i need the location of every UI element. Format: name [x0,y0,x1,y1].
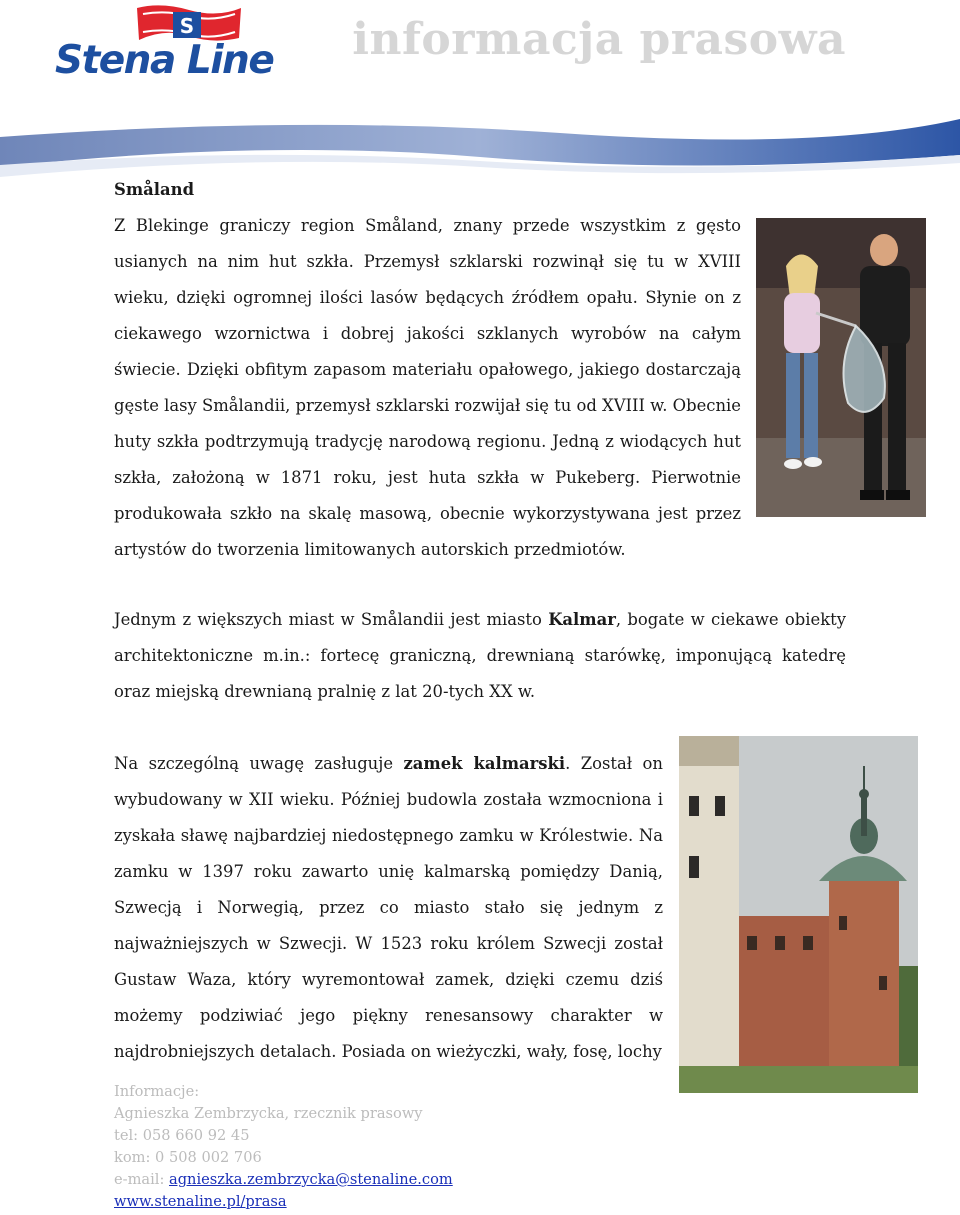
website-link[interactable]: www.stenaline.pl/prasa [114,1193,287,1210]
header-swoosh-band [0,105,960,180]
footer-website-row [114,1191,453,1213]
paragraph-smaland [114,208,741,568]
text-segment: , bogate w ciekawe obiekty architektoniczne m.in.: fortecę graniczną, drewnianą starówkę, imponującą katedrę oraz miejską drewnianą pralnię z lat 20-tych XX w. [114,610,846,701]
footer-mobile: kom: 0 508 002 706 [114,1149,262,1166]
footer-phone: tel: 058 660 92 45 [114,1127,250,1144]
paragraph-text: Z Blekinge graniczy region Småland, znany przede wszystkim z gęsto usianych na nim hut szkła. Przemysł szklarski rozwinął się tu w XVIII wieku, dzięki ogromnej ilości lasów będących źródłem opału. Słynie on z ciekawego wzornictwa i dobrej jakości szklanych wyrobów na całym świecie. Dzięki obfitym zapasom materiału opałowego, jakiego dostarczają gęste lasy Smålandii, przemysł szklarski rozwijał się tu od XVIII w. Obecnie huty szkła podtrzymują tradycję narodową regionu. Jedną z wiodących hut szkła, założoną w 1871 roku, jest huta szkła w Pukeberg. Pierwotnie produkowała szkło na skalę masową, obecnie wykorzystywana jest przez artystów do tworzenia limitowanych autorskich przedmiotów. [114,216,741,559]
paragraph-castle [114,746,663,1070]
header-title: informacja prasowa [352,14,846,65]
city-name-bold: Kalmar [548,610,616,629]
footer-label: Informacje: [114,1083,200,1100]
paragraph-kalmar [114,602,846,710]
stena-line-logo [55,4,285,84]
footer-contact-name: Agnieszka Zembrzycka, rzecznik prasowy [114,1105,423,1122]
logo-wordmark: Stena Line [55,38,274,83]
email-link[interactable]: agnieszka.zembrzycka@stenaline.com [169,1171,453,1188]
svg-text:S: S [179,14,195,38]
text-segment: Na szczególną uwagę zasługuje [114,754,404,773]
section-heading: Småland [114,180,195,199]
text-segment: Jednym z większych miast w Smålandii jest miasto [114,610,549,629]
glassblowing-photo [756,218,926,517]
press-contact-footer [114,1081,453,1213]
kalmar-castle-photo [679,736,918,1093]
castle-name-bold: zamek kalmarski [403,754,566,773]
footer-email-row [114,1169,453,1191]
text-segment: . Został on wybudowany w XII wieku. Później budowla została wzmocniona i zyskała sławę najbardziej niedostępnego zamku w Królestwie. Na zamku w 1397 roku zawarto unię kalmarską pomiędzy Danią, Szwecją i Norwegią, przez co miasto stało się jednym z najważniejszych w Szwecji. W 1523 roku królem Szwecji został Gustaw Waza, który wyremontował zamek, dzięki czemu dziś możemy podziwiać jego piękny renesansowy charakter w najdrobniejszych detalach. Posiada on wieżyczki, wały, fosę, lochy [114,754,663,1061]
footer-email-prefix: e-mail: [114,1171,169,1188]
